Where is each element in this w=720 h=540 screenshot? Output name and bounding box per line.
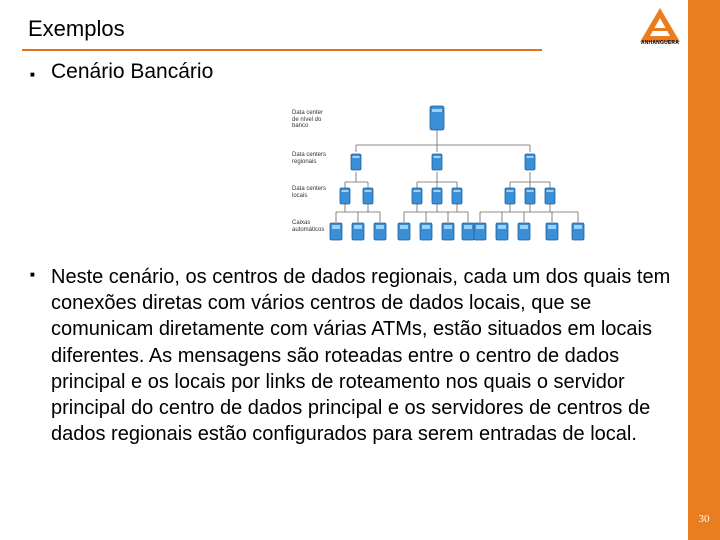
page-number: 30 <box>698 513 710 525</box>
diagram-label-bank-dc: Data center de nível do banco <box>292 110 324 129</box>
diagram-label-local: Data centers locais <box>292 186 327 199</box>
slide-title: Exemplos <box>28 16 125 41</box>
title-underline <box>22 49 542 51</box>
right-accent-bar <box>688 0 720 540</box>
body-paragraph: Neste cenário, os centros de dados regionais, cada um dos quais tem conexões diretas com vários centros de dados locais, que se comunicam diretamente com várias ATMs, estão situados em locais diferentes. As mensagens são roteadas entre o centro de dados principal e os locais por links de roteamento nos quais o servidor principal do centro de dados principal e os servidores de centros de dados regionais estão configurados para serem entradas de local. <box>51 266 671 446</box>
diagram-label-regional: Data centers regionais <box>292 152 327 165</box>
diagram-label-atms: Caixas automáticos <box>292 220 325 233</box>
section-heading: Cenário Bancário <box>51 60 214 83</box>
logo-text: ANHANGUERA <box>640 40 680 46</box>
bullet-square-icon: ■ <box>30 70 35 79</box>
bullet-square-icon: ■ <box>30 270 35 279</box>
